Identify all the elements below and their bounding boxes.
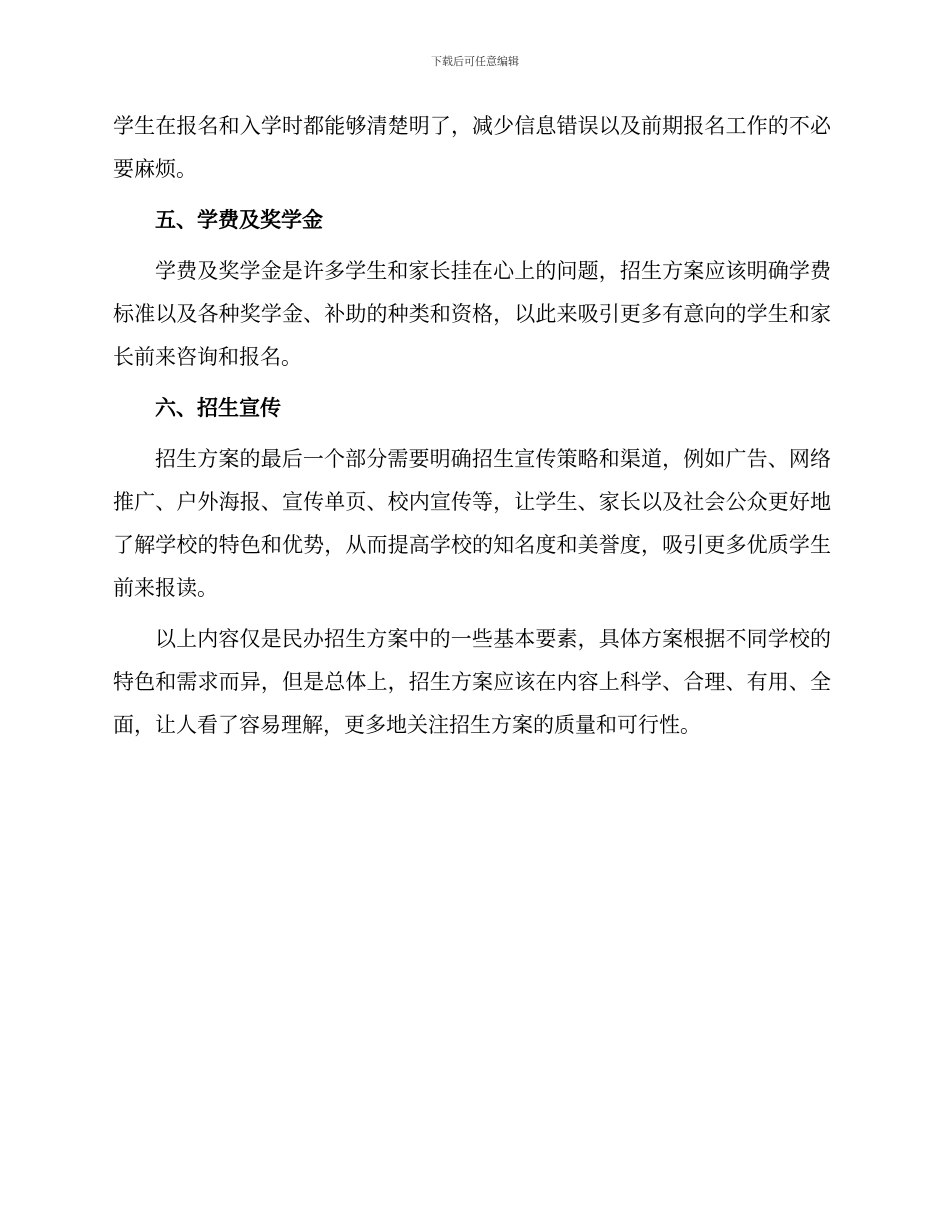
section-heading-promotion: 六、招生宣传 xyxy=(155,396,281,420)
page-header: 下载后可任意编辑 xyxy=(431,55,519,68)
paragraph-conclusion: 以上内容仅是民办招生方案中的一些基本要素，具体方案根据不同学校的特色和需求而异，但是总体上，招生方案应该在内容上科学、合理、有用、全面，让人看了容易理解，更多地关注招生方案的质量和可行性。 xyxy=(113,627,831,737)
paragraph-tuition: 学费及奖学金是许多学生和家长挂在心上的问题，招生方案应该明确学费标准以及各种奖学金、补助的种类和资格，以此来吸引更多有意向的学生和家长前来咨询和报名。 xyxy=(113,259,831,369)
document-body xyxy=(113,105,831,747)
paragraph-intro: 学生在报名和入学时都能够清楚明了，减少信息错误以及前期报名工作的不必要麻烦。 xyxy=(113,114,831,181)
section-heading-tuition: 五、学费及奖学金 xyxy=(155,208,323,232)
paragraph-promotion: 招生方案的最后一个部分需要明确招生宣传策略和渠道，例如广告、网络推广、户外海报、宣传单页、校内宣传等，让学生、家长以及社会公众更好地了解学校的特色和优势，从而提高学校的知名度和美誉度，吸引更多优质学生前来报读。 xyxy=(113,447,831,600)
